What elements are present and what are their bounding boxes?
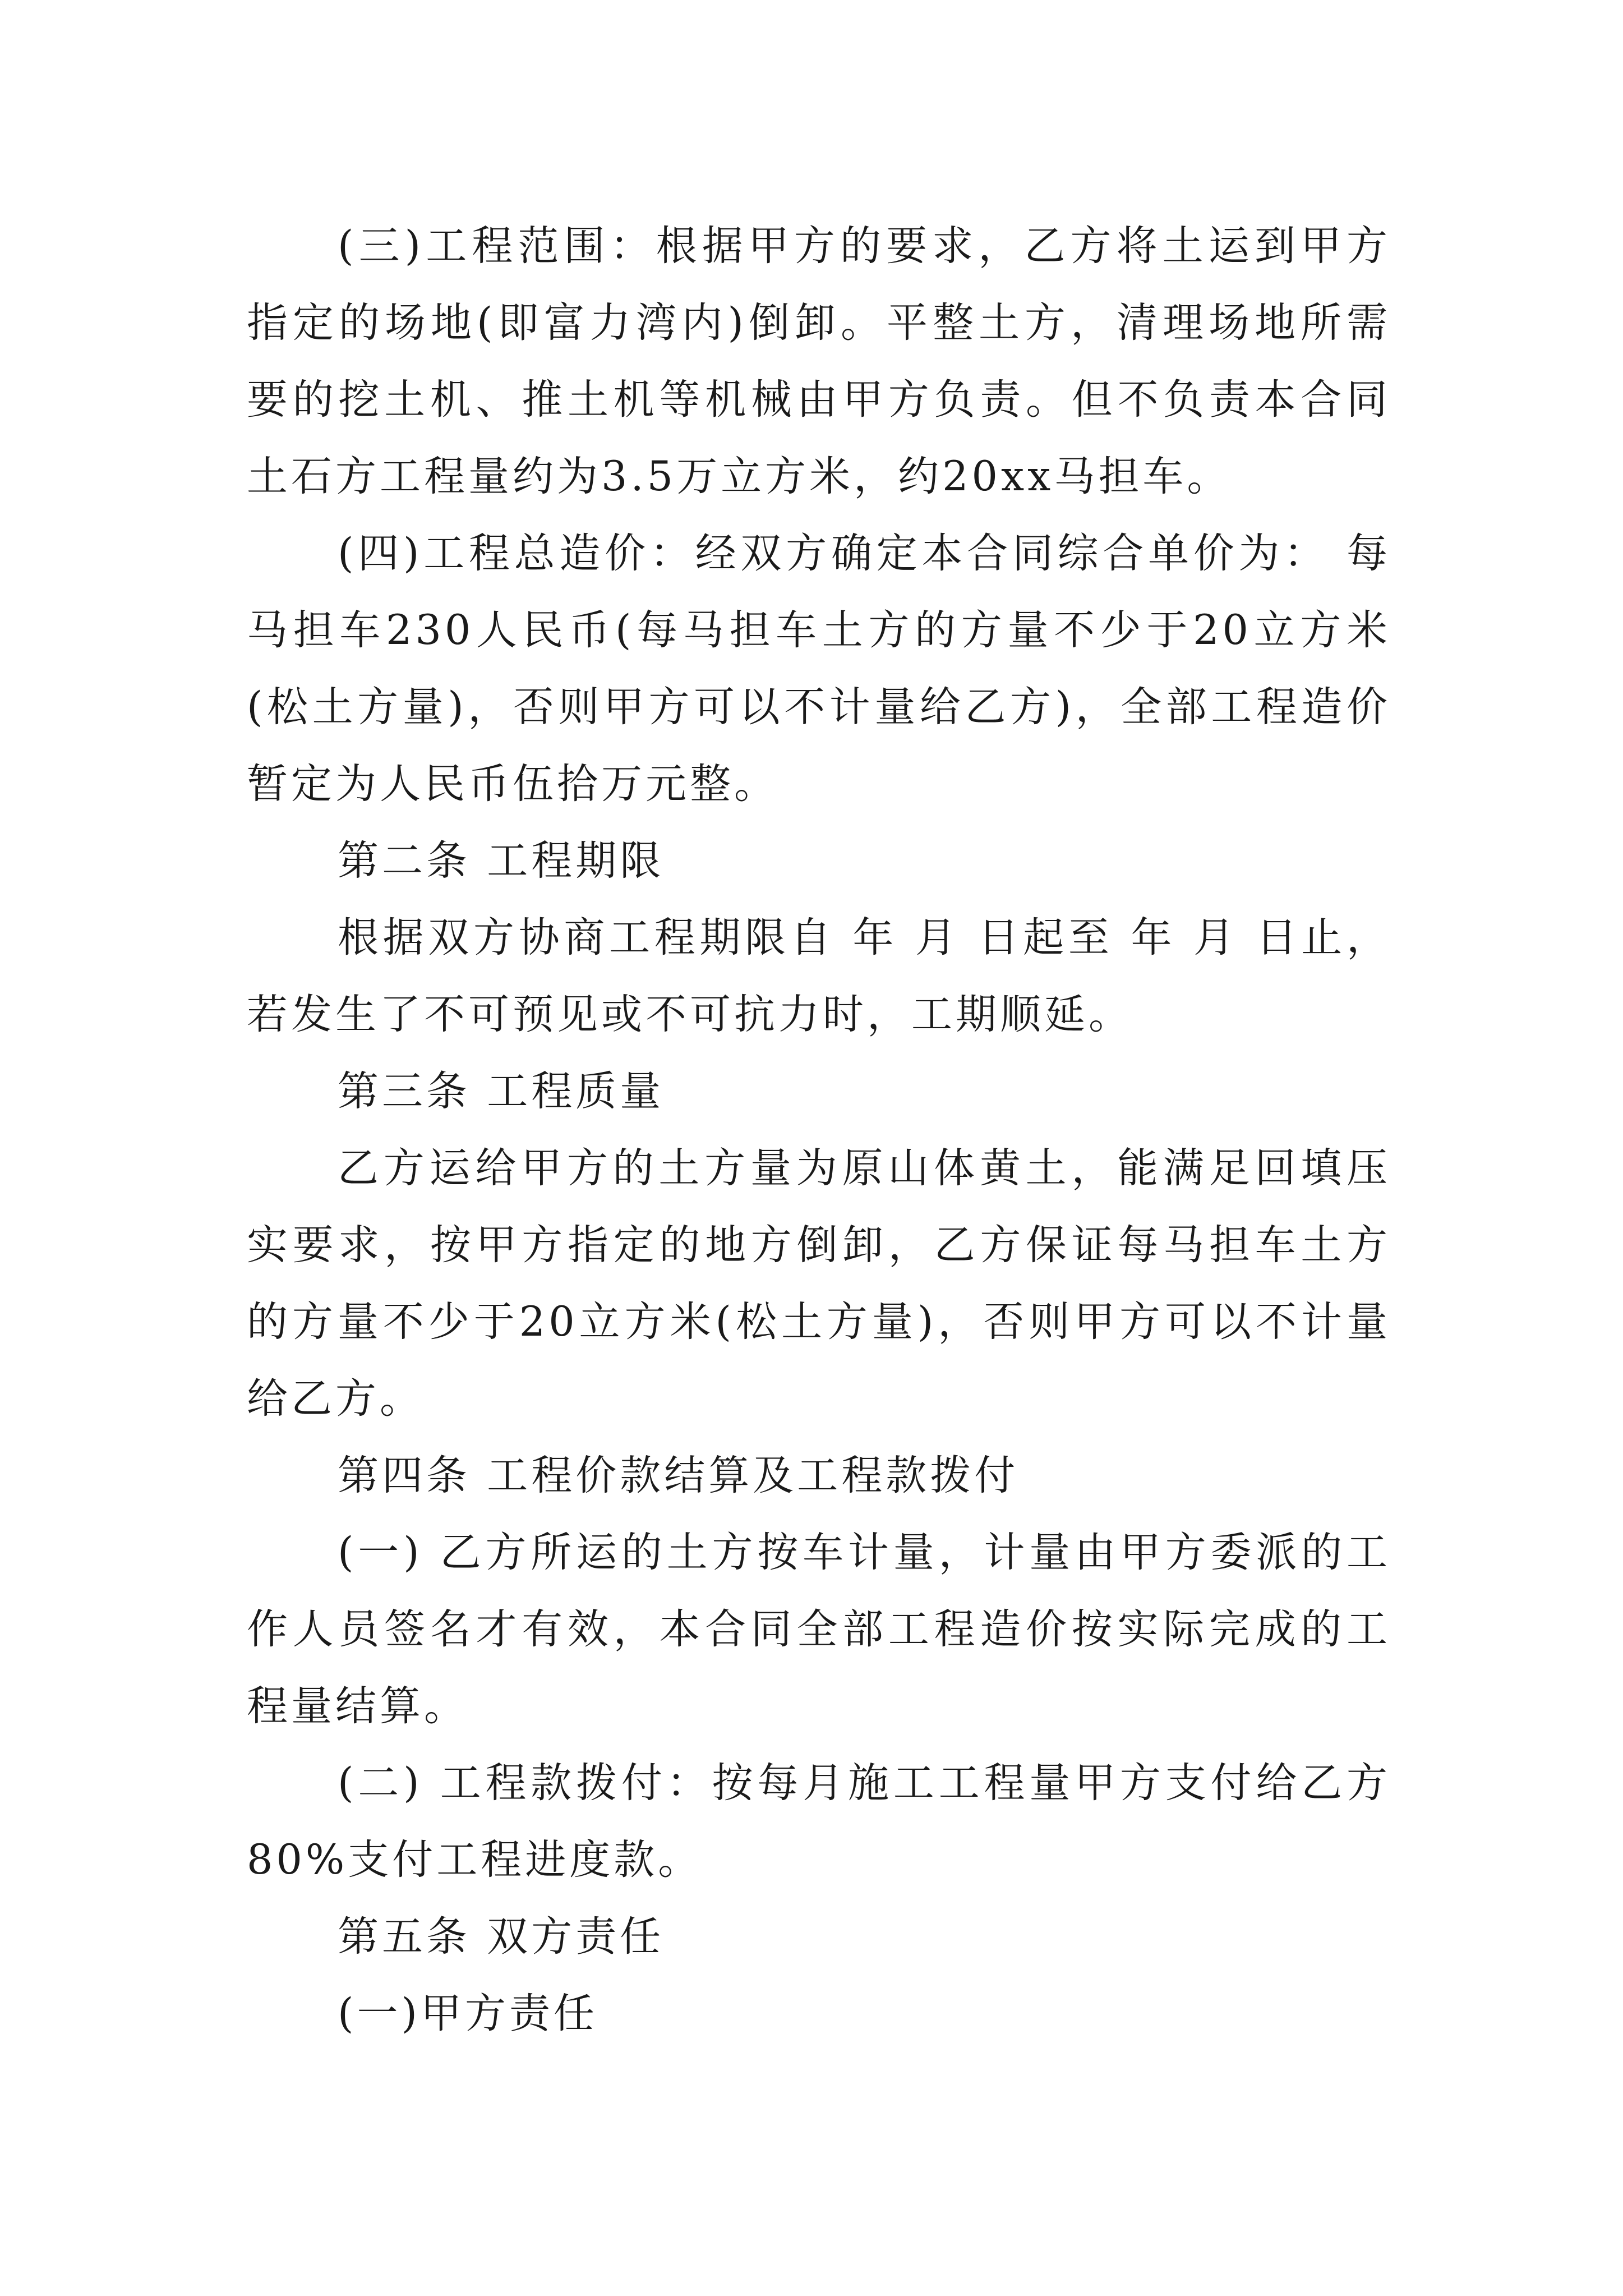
heading-article-4: 第四条 工程价款结算及工程款拨付 xyxy=(338,1452,1019,1499)
paragraph-settlement: (一) 乙方所运的土方按车计量，计量由甲方委派的工作人员签名才有效，本合同全部工程造价按实际完成的工程量结算。 xyxy=(247,1529,1391,1730)
paragraph-total-cost: (四)工程总造价：经双方确定本合同综合单价为： 每马担车230人民币(每马担车土方的方量不少于20立方米(松土方量)，否则甲方可以不计量给乙方)，全部工程造价暂定为人民币伍拾万元整。 xyxy=(247,530,1391,808)
paragraph-party-a-duty: (一)甲方责任 xyxy=(338,1990,598,2037)
paragraph-payment: (二) 工程款拨付：按每月施工工程量甲方支付给乙方80%支付工程进度款。 xyxy=(247,1759,1391,1884)
heading-article-3: 第三条 工程质量 xyxy=(338,1068,665,1115)
paragraph-duration: 根据双方协商工程期限自 年 月 日起至 年 月 日止，若发生了不可预见或不可抗力时，工期顺延。 xyxy=(247,914,1391,1038)
paragraph-quality: 乙方运给甲方的土方量为原山体黄土，能满足回填压实要求，按甲方指定的地方倒卸，乙方保证每马担车土方的方量不少于20立方米(松土方量)，否则甲方可以不计量给乙方。 xyxy=(247,1144,1391,1423)
heading-article-2: 第二条 工程期限 xyxy=(338,837,665,885)
document-body xyxy=(247,208,1391,2052)
paragraph-scope: (三)工程范围：根据甲方的要求，乙方将土运到甲方指定的场地(即富力湾内)倒卸。平整土方，清理场地所需要的挖土机、推土机等机械由甲方负责。但不负责本合同土石方工程量约为3.5万立方米，约20xx马担车。 xyxy=(247,222,1391,500)
heading-article-5: 第五条 双方责任 xyxy=(338,1913,665,1961)
